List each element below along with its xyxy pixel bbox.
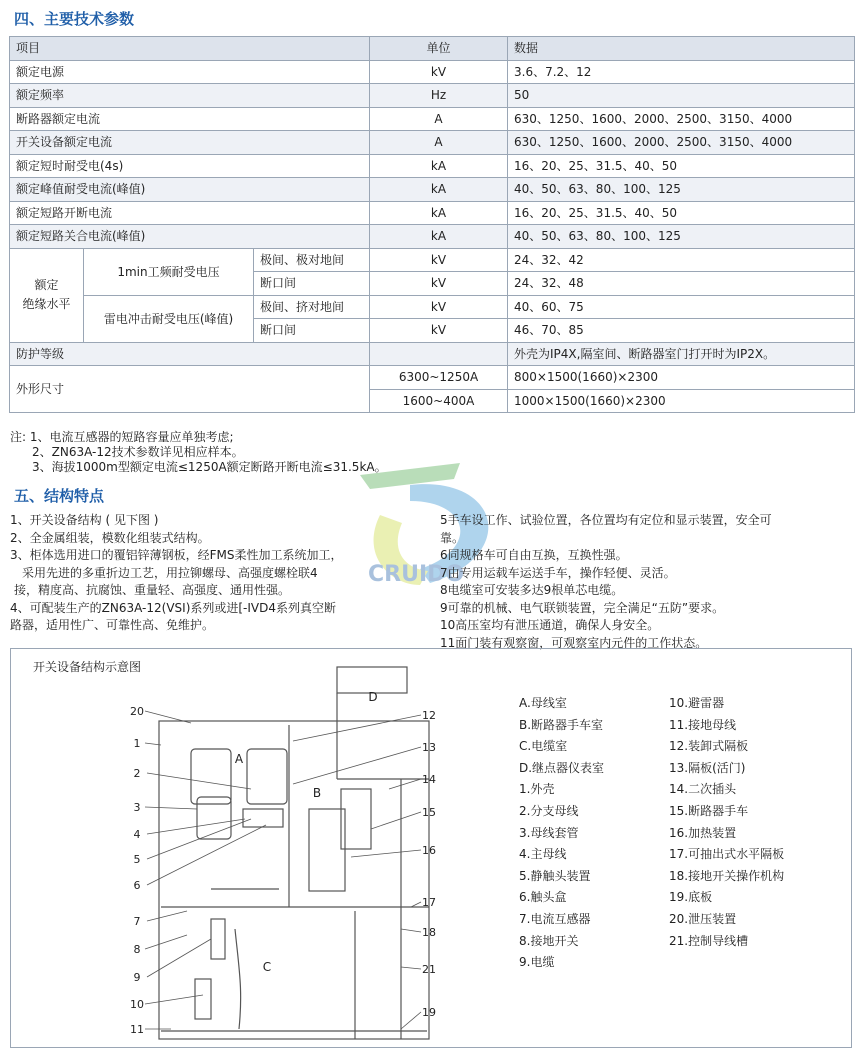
feature-line: 8电缆室可安装多达9根单芯电缆。 [440,583,624,597]
row-unit: A [370,107,508,131]
row-label: 额定短时耐受电(4s) [10,154,370,178]
row-unit: kV [370,272,508,296]
callout-label: 7 [133,915,141,928]
row-sub: 断口间 [254,272,370,296]
row-value: 24、32、48 [508,272,855,296]
row-value: 16、20、25、31.5、40、50 [508,154,855,178]
callout-label: 8 [133,943,141,956]
row-unit: kA [370,178,508,202]
table-row [10,107,855,131]
callout-label: 4 [133,828,141,841]
switchgear-drawing [11,649,511,1047]
legend-item: 18.接地开关操作机构 [669,868,785,883]
legend-item: 19.底板 [669,890,713,905]
table-row [10,60,855,84]
table-row [10,84,855,108]
row-value: 630、1250、1600、2000、2500、3150、4000 [508,131,855,155]
legend-left [519,693,604,974]
row-unit: Hz [370,84,508,108]
spec-table [9,36,855,413]
row-label: 额定短路开断电流 [10,201,370,225]
section4-title: 四、主要技术参数 [14,10,135,28]
row-value: 24、32、42 [508,248,855,272]
row-unit: kA [370,225,508,249]
legend-item: 8.接地开关 [519,933,579,948]
row-unit: 6300~1250A [370,366,508,390]
feature-line: 9可靠的机械、电气联锁装置，完全满足“五防”要求。 [440,600,725,615]
row-unit: A [370,131,508,155]
row-value: 3.6、7.2、12 [508,60,855,84]
row-value: 40、50、63、80、100、125 [508,178,855,202]
table-row [10,178,855,202]
callout-label: 17 [422,896,436,909]
row-value: 50 [508,84,855,108]
callout-label: 5 [133,853,141,866]
row-unit: kV [370,295,508,319]
legend-item: 21.控制导线槽 [669,933,749,948]
header-item: 项目 [10,37,370,61]
legend-item: 9.电缆 [519,955,555,970]
row-label: 断路器额定电流 [10,107,370,131]
callout-label: 9 [133,971,141,984]
feature-line: 采用先进的多重折边工艺，用拉铆螺母、高强度螺栓联4 [22,565,318,580]
row-unit: kA [370,154,508,178]
g2-label: 雷电冲击耐受电压(峰值) [84,295,254,342]
insulation-label: 额定 绝缘水平 [10,248,84,342]
feature-line: 接，精度高、抗腐蚀、重量轻、高强度、通用性强。 [14,583,291,597]
feature-line: 3、柜体选用进口的覆铝锌薄钢板，经FMS柔性加工系统加工， [10,548,343,562]
legend-item: 12.装卸式隔板 [669,739,749,754]
row-label: 额定电源 [10,60,370,84]
chamber-c: C [262,960,272,974]
legend-item: 6.触头盒 [519,890,567,905]
notes [10,430,387,475]
legend-item: 2.分支母线 [519,803,579,818]
feature-line: 靠。 [440,530,465,545]
legend-item: 13.隔板(活门) [669,760,746,775]
callout-label: 10 [130,998,144,1011]
legend-item: D.继点器仪表室 [519,760,605,775]
row-label: 额定频率 [10,84,370,108]
table-row [10,154,855,178]
feature-line: 5手车设工作、试验位置，各位置均有定位和显示装置，安全可 [440,513,772,527]
row-unit: kV [370,248,508,272]
legend-item: 5.静触头装置 [519,868,591,883]
legend-item: B.断路器手车室 [519,717,604,732]
row-value: 外壳为IP4X,隔室间、断路器室门打开时为IP2X。 [508,342,855,366]
row-label: 外形尺寸 [10,366,370,413]
row-value: 630、1250、1600、2000、2500、3150、4000 [508,107,855,131]
callout-label: 2 [133,767,141,780]
feature-line: 1、开关设备结构 ( 见下图 ) [10,513,159,527]
legend-item: C.电缆室 [519,739,568,754]
features-left [10,512,430,635]
row-label: 防护等级 [10,342,370,366]
callout-label: 19 [422,1006,436,1019]
row-value: 40、50、63、80、100、125 [508,225,855,249]
legend-item: 10.避雷器 [669,696,725,710]
row-unit: 1600~400A [370,389,508,413]
note-line: 3、海拔1000m型额定电流≤1250A额定断路开断电流≤31.5kA。 [32,460,387,474]
callout-label: 1 [133,737,141,750]
watermark-text: CRUIDO [368,562,465,587]
row-value: 40、60、75 [508,295,855,319]
section5-title: 五、结构特点 [14,487,105,505]
table-row [10,342,855,366]
chamber-d: D [368,690,378,704]
table-row [10,201,855,225]
legend-item: 15.断路器手车 [669,803,749,818]
legend-item: A.母线室 [519,696,567,710]
row-label: 开关设备额定电流 [10,131,370,155]
row-unit: kV [370,319,508,343]
row-value: 46、70、85 [508,319,855,343]
callout-label: 16 [422,844,436,857]
row-unit: kV [370,60,508,84]
callout-label: 20 [130,705,144,718]
row-value: 1000×1500(1660)×2300 [508,389,855,413]
callout-label: 11 [130,1023,144,1036]
table-row [10,295,855,319]
table-row [10,248,855,272]
note-line: 2、ZN63A-12技术参数详见相应样本。 [32,445,244,459]
row-value: 800×1500(1660)×2300 [508,366,855,390]
chamber-a: A [234,752,244,766]
feature-line: 10高压室均有泄压通道，确保人身安全。 [440,618,660,632]
feature-line: 路器，适用性广、可靠性高、免维护。 [10,618,215,632]
row-value: 16、20、25、31.5、40、50 [508,201,855,225]
diagram-frame [10,648,852,1048]
legend-item: 11.接地母线 [669,717,737,732]
legend-item: 3.母线套管 [519,825,579,840]
callout-label: 3 [133,801,141,814]
row-label: 额定峰值耐受电流(峰值) [10,178,370,202]
row-sub: 极间、挤对地间 [254,295,370,319]
header-unit: 单位 [370,37,508,61]
legend-item: 20.泄压装置 [669,911,737,926]
legend-item: 4.主母线 [519,847,567,862]
legend-item: 17.可抽出式水平隔板 [669,847,785,862]
callout-label: 15 [422,806,436,819]
table-row [10,366,855,390]
features-right [440,512,850,652]
callout-label: 14 [422,773,436,786]
feature-line: 11面门装有观察窗，可观察室内元件的工作状态。 [440,635,708,650]
chamber-b: B [312,786,322,800]
table-row [10,225,855,249]
legend-item: 7.电流互感器 [519,911,591,926]
callout-label: 18 [422,926,436,939]
row-sub: 极间、极对地间 [254,248,370,272]
row-sub: 断口间 [254,319,370,343]
callout-label: 13 [422,741,436,754]
table-header-row [10,37,855,61]
feature-line: 4、可配装生产的ZN63A-12(VSI)系列或进[-IVD4系列真空断 [10,600,337,615]
row-unit [370,342,508,366]
row-label: 额定短路关合电流(峰值) [10,225,370,249]
callout-label: 6 [133,879,141,892]
note-line: 注: 1、电流互感器的短路容量应单独考虑; [10,430,234,444]
header-data: 数据 [508,37,855,61]
callout-label: 21 [422,963,436,976]
legend-right [669,693,784,952]
row-unit: kA [370,201,508,225]
legend-item: 14.二次插头 [669,782,737,797]
g1-label: 1min工频耐受电压 [84,248,254,295]
callout-label: 12 [422,709,436,722]
legend-item: 16.加热装置 [669,825,737,840]
feature-line: 2、全金属组装，模数化组装式结构。 [10,530,210,545]
diagram-title: 开关设备结构示意图 [33,660,142,674]
table-row [10,131,855,155]
legend-item: 1.外壳 [519,782,555,797]
feature-line: 6同规格车可自由互换，互换性强。 [440,548,628,562]
feature-line: 7由专用运载车运送手车，操作轻便、灵活。 [440,565,676,580]
